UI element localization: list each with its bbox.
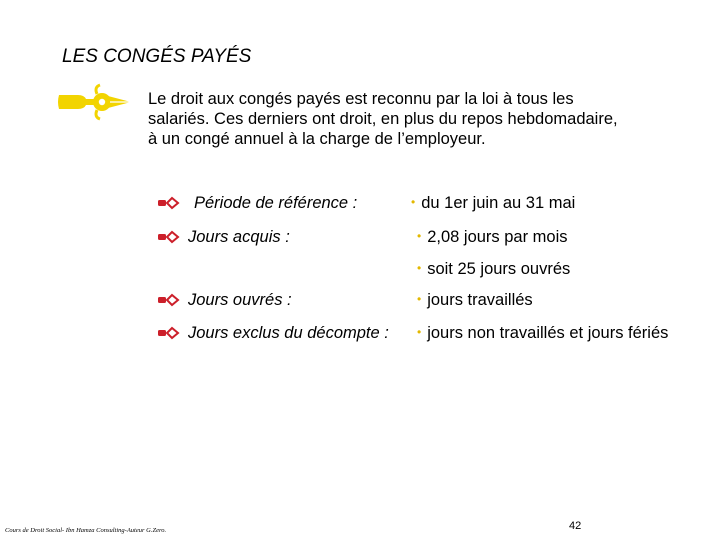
row-value-text: jours non travaillés et jours fériés [427,324,669,342]
fountain-pen-nib-icon [56,82,136,122]
arrow-marker-icon [158,293,180,307]
arrow-marker-icon [158,196,180,210]
row-value [417,291,533,310]
row-value-text: jours travaillés [427,291,533,309]
bullet: • [417,261,422,275]
row-value-text: du 1er juin au 31 mai [421,194,576,212]
arrow-marker-icon [158,326,180,340]
row-label: Jours acquis : [188,228,290,246]
footer-credit: Cours de Droit Social- Ibn Hamza Consulting-Auteur G.Zero. [5,527,167,534]
bullet: • [417,325,422,339]
row-value [417,228,568,247]
intro-paragraph [148,89,688,149]
arrow-marker-icon [158,230,180,244]
row-label: Période de référence : [194,194,358,212]
bullet: • [411,195,416,209]
row-label: Jours ouvrés : [188,291,292,309]
row-label: Jours exclus du décompte : [188,324,389,342]
row-value-text: soit 25 jours ouvrés [427,260,571,278]
row-value-text: 2,08 jours par mois [427,228,568,246]
intro-line: à un congé annuel à la charge de l’employeur. [148,130,486,148]
page-number: 42 [569,520,582,532]
intro-line: salariés. Ces derniers ont droit, en plus du repos hebdomadaire, [148,110,618,128]
slide-title: LES CONGÉS PAYÉS [62,46,252,67]
bullet: • [417,292,422,306]
row-value [417,324,668,343]
row-value [411,194,575,213]
bullet: • [417,229,422,243]
row-value [417,260,570,279]
intro-line: Le droit aux congés payés est reconnu par la loi à tous les [148,90,574,108]
